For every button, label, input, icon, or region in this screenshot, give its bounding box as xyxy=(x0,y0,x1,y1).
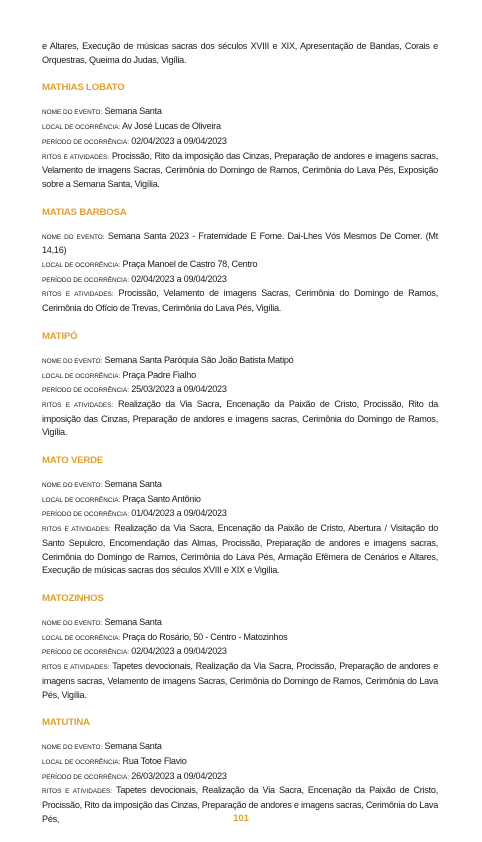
rites-value: Procissão, Rito da imposição das Cinzas, Preparação de andores e imagens sacras, Velamento de imagens Sacras, Cerimônia do Domingo de Ramos, Cerimônia do Lava Pés, Exposição sobre a Semana Santa, Vigília. xyxy=(42,150,438,189)
entry-mato-verde xyxy=(42,455,438,578)
event-line xyxy=(42,105,438,120)
intro-paragraph: e Altares, Execução de músicas sacras dos séculos XVIII e XIX, Apresentação de Bandas, Corais e Orquestras, Queima do Judas, Vigília. xyxy=(42,41,438,65)
period-value: 25/03/2023 a 09/04/2023 xyxy=(131,384,227,395)
rites-label: RITOS E ATIVIDADES: xyxy=(42,401,114,409)
event-value: Semana Santa xyxy=(104,106,162,117)
rites-label: RITOS E ATIVIDADES: xyxy=(42,788,112,796)
period-line xyxy=(42,135,438,150)
period-value: 01/04/2023 a 09/04/2023 xyxy=(131,508,227,519)
city-heading: MATO VERDE xyxy=(42,455,104,467)
entry-matutina xyxy=(42,717,438,826)
period-line xyxy=(42,383,438,398)
period-label: PERÍODO DE OCORRÊNCIA: xyxy=(42,511,129,519)
place-line xyxy=(42,369,438,384)
rites-label: RITOS E ATIVIDADES: xyxy=(42,291,114,299)
period-line xyxy=(42,273,438,288)
event-label: NOME DO EVENTO: xyxy=(42,482,103,490)
rites-label: RITOS E ATIVIDADES: xyxy=(42,526,111,534)
period-line xyxy=(42,645,438,660)
place-label: LOCAL DE OCORRÊNCIA: xyxy=(42,124,121,132)
place-value: Praça Santo Antônio xyxy=(122,493,201,504)
place-label: LOCAL DE OCORRÊNCIA: xyxy=(42,262,121,270)
place-value: Av José Lucas de Oliveira xyxy=(122,121,221,132)
period-label: PERÍODO DE OCORRÊNCIA: xyxy=(42,649,129,657)
document-page xyxy=(42,40,438,826)
place-value: Praça Manoel de Castro 78, Centro xyxy=(122,259,258,270)
rites-value: Procissão, Velamento de imagens Sacras, Cerimônia do Domingo de Ramos, Cerimônia do Ofício de Trevas, Cerimônia do Lava Pés, Vigília. xyxy=(42,288,438,314)
city-heading: MATUTINA xyxy=(42,717,90,729)
period-value: 02/04/2023 a 09/04/2023 xyxy=(131,273,227,284)
event-value: Semana Santa Paróquia São João Batista Matipó xyxy=(104,354,294,365)
city-heading: MATHIAS LOBATO xyxy=(42,82,125,94)
rites-value: Realização da Via Sacra, Encenação da Paixão de Cristo, Procissão, Rito da imposição das Cinzas, Preparação de andores e imagens sacras, Cerimônia do Domingo de Ramos, Vigília. xyxy=(42,398,438,438)
entry-matias-barbosa xyxy=(42,207,438,316)
place-line xyxy=(42,120,438,135)
event-value: Semana Santa xyxy=(104,741,162,752)
period-label: PERÍODO DE OCORRÊNCIA: xyxy=(42,387,129,395)
rites-line xyxy=(42,660,438,702)
event-line xyxy=(42,616,438,631)
city-heading: MATIAS BARBOSA xyxy=(42,206,127,218)
event-label: NOME DO EVENTO: xyxy=(42,744,103,752)
event-label: NOME DO EVENTO: xyxy=(42,357,103,365)
place-label: LOCAL DE OCORRÊNCIA: xyxy=(42,634,121,642)
event-line xyxy=(42,740,438,755)
place-label: LOCAL DE OCORRÊNCIA: xyxy=(42,758,121,766)
city-heading: MATOZINHOS xyxy=(42,592,104,604)
entry-matozinhos xyxy=(42,593,438,702)
entry-matipo xyxy=(42,331,438,440)
place-value: Praça Padre Fialho xyxy=(122,369,196,380)
place-line xyxy=(42,493,438,508)
period-value: 26/03/2023 a 09/04/2023 xyxy=(131,770,227,781)
event-value: Semana Santa 2023 - Fraternidade E Fome. Dai-Lhes Vós Mesmos De Comer. (Mt 14,16) xyxy=(42,230,438,256)
rites-line xyxy=(42,150,438,192)
place-value: Rua Totoe Flavio xyxy=(122,755,187,766)
place-label: LOCAL DE OCORRÊNCIA: xyxy=(42,496,121,504)
period-line xyxy=(42,770,438,785)
place-label: LOCAL DE OCORRÊNCIA: xyxy=(42,372,121,380)
page-number: 101 xyxy=(233,813,249,824)
rites-value: Tapetes devocionais, Realização da Via Sacra, Procissão, Preparação de andores e imagens sacras, Velamento de imagens Sacras, Cerimônia do Domingo de Ramos, Cerimônia do Lava Pés, Vigília. xyxy=(42,661,438,700)
event-line xyxy=(42,354,438,369)
period-value: 02/04/2023 a 09/04/2023 xyxy=(131,646,227,657)
entry-mathias-lobato xyxy=(42,82,438,191)
event-label: NOME DO EVENTO: xyxy=(42,619,103,627)
period-label: PERÍODO DE OCORRÊNCIA: xyxy=(42,276,129,284)
rites-value: Tapetes devocionais, Realização da Via Sacra, Encenação da Paixão de Cristo, Procissão, Rito da imposição das Cinzas, Preparação de andores e imagens sacras, Cerimônia do Lava Pés, xyxy=(42,785,438,824)
place-line xyxy=(42,631,438,646)
event-value: Semana Santa xyxy=(104,616,162,627)
rites-label: RITOS E ATIVIDADES: xyxy=(42,664,110,672)
event-line xyxy=(42,478,438,493)
period-label: PERÍODO DE OCORRÊNCIA: xyxy=(42,138,129,146)
rites-value: Realização da Via Sacra, Encenação da Paixão de Cristo, Abertura / Visitação do Santo Sepulcro, Encomendação das Almas, Procissão, Preparação de andores e imagens sacras, Cerimônia do Domingo de Ramos, Cerimônia do Lava Pés, Armação Efêmera de Cenários e Altares, Execução de músicas sacras dos séculos XVIII e XIX e Vigília. xyxy=(42,523,439,576)
event-label: NOME DO EVENTO: xyxy=(42,233,105,241)
rites-label: RITOS E ATIVIDADES: xyxy=(42,153,110,161)
place-line xyxy=(42,258,438,273)
city-heading: MATIPÓ xyxy=(42,330,78,342)
rites-line xyxy=(42,398,438,440)
event-value: Semana Santa xyxy=(104,479,162,490)
event-label: NOME DO EVENTO: xyxy=(42,109,103,117)
place-line xyxy=(42,755,438,770)
period-value: 02/04/2023 a 09/04/2023 xyxy=(131,135,227,146)
period-line xyxy=(42,507,438,522)
place-value: Praça do Rosário, 50 - Centro - Matozinhos xyxy=(122,631,288,642)
event-line xyxy=(42,230,438,258)
rites-line xyxy=(42,522,438,578)
rites-line xyxy=(42,287,438,315)
period-label: PERÍODO DE OCORRÊNCIA: xyxy=(42,773,129,781)
